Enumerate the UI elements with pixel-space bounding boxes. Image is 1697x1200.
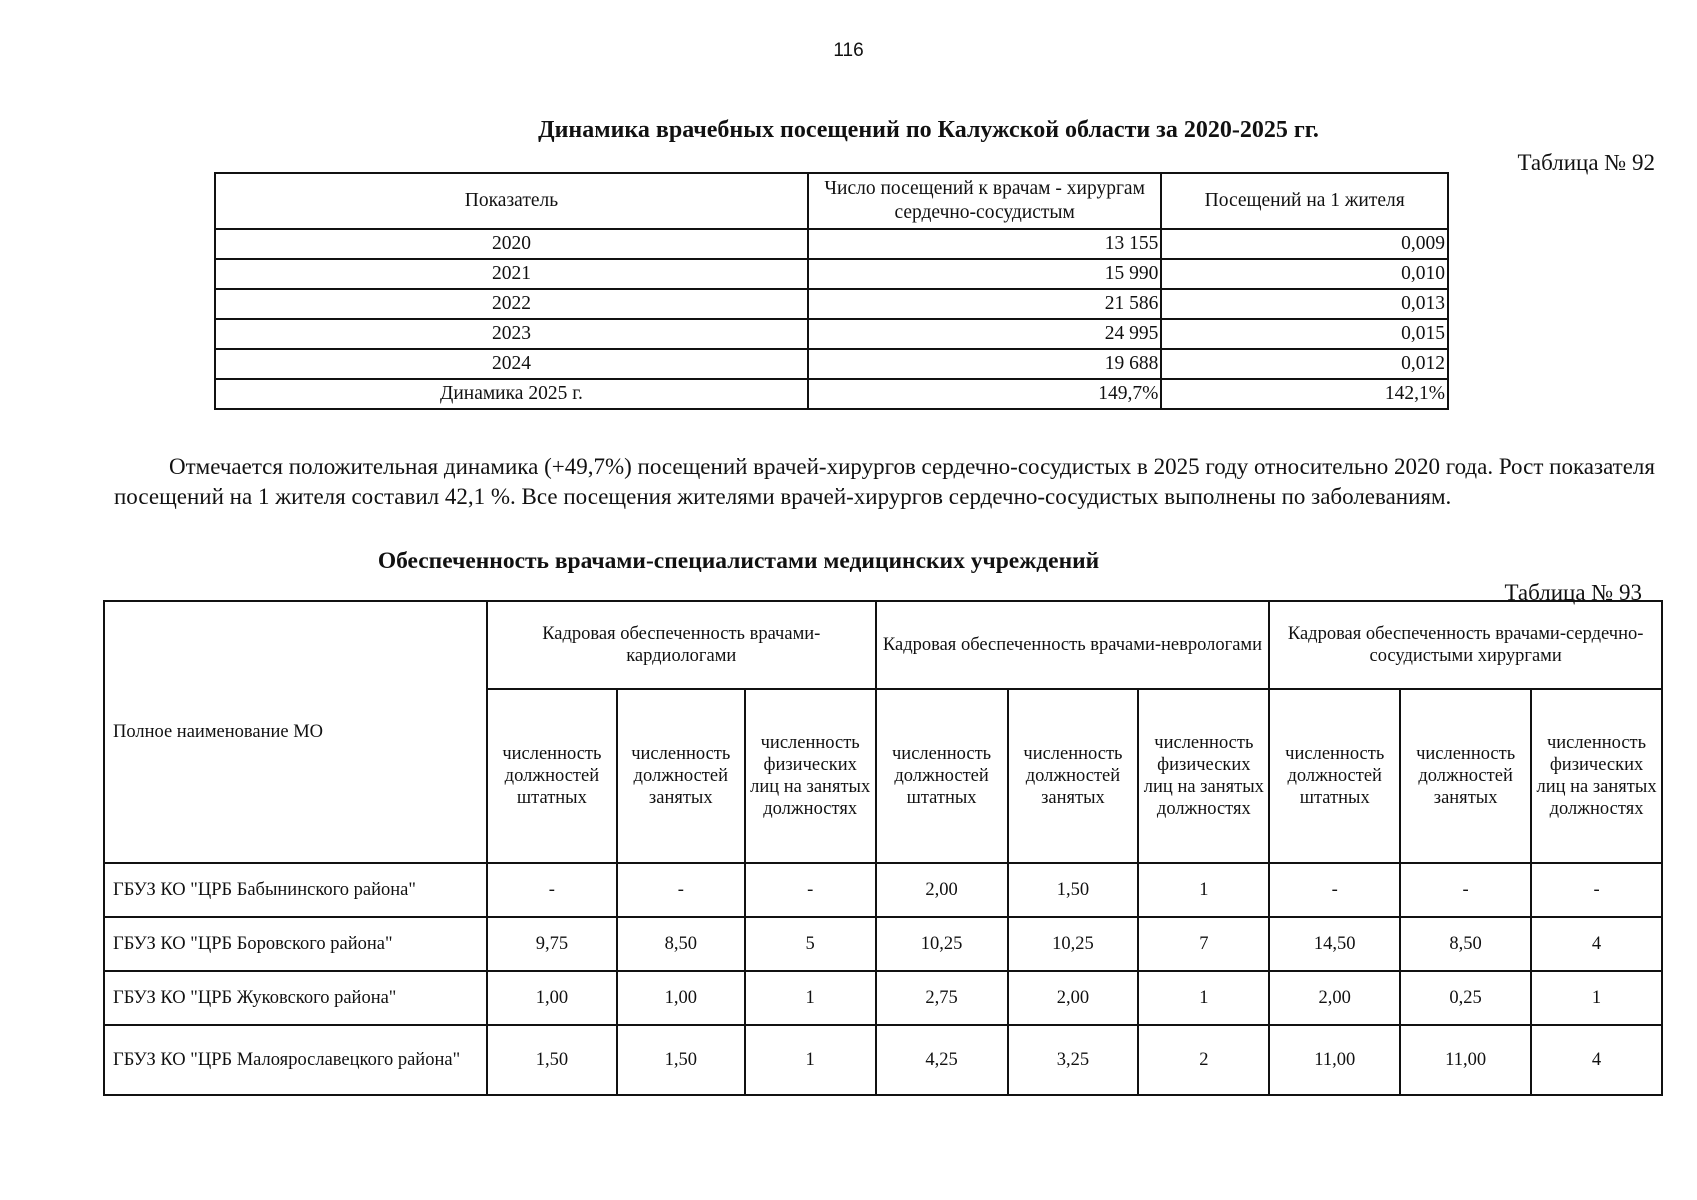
t93-cell: 9,75 xyxy=(487,917,617,971)
t93-cell: 2,00 xyxy=(1269,971,1400,1025)
t93-subheader: численность физических лиц на занятых должностях xyxy=(745,689,876,863)
t93-cell: - xyxy=(1531,863,1662,917)
t93-cell: 14,50 xyxy=(1269,917,1400,971)
t93-cell: 5 xyxy=(745,917,876,971)
t92-per-capita: 142,1% xyxy=(1161,379,1448,409)
t93-subheader: численность должностей занятых xyxy=(1400,689,1531,863)
t93-cell: 1 xyxy=(1138,971,1269,1025)
t93-subheader: численность должностей занятых xyxy=(1008,689,1139,863)
page-number: 116 xyxy=(833,40,864,61)
t93-subheader: численность физических лиц на занятых должностях xyxy=(1138,689,1269,863)
t93-cell: 1 xyxy=(745,1025,876,1095)
t93-cell: 4,25 xyxy=(876,1025,1008,1095)
table-row xyxy=(104,1025,1662,1095)
t93-cell: 1,00 xyxy=(487,971,617,1025)
t93-cell: 0,25 xyxy=(1400,971,1531,1025)
t93-cell: - xyxy=(745,863,876,917)
t92-indicator: Динамика 2025 г. xyxy=(215,379,808,409)
t93-cell: 1 xyxy=(1531,971,1662,1025)
t93-cell: - xyxy=(617,863,745,917)
t92-indicator: 2023 xyxy=(215,319,808,349)
t93-cell: 3,25 xyxy=(1008,1025,1139,1095)
t92-indicator: 2020 xyxy=(215,229,808,259)
t92-per-capita: 0,015 xyxy=(1161,319,1448,349)
t93-cell: 10,25 xyxy=(876,917,1008,971)
t93-group-vascular-surgeons: Кадровая обеспеченность врачами-сердечно-сосудистыми хирургами xyxy=(1269,601,1662,689)
t93-cell: 11,00 xyxy=(1269,1025,1400,1095)
t93-mo-name: ГБУЗ КО "ЦРБ Малоярославецкого района" xyxy=(104,1025,487,1095)
t92-indicator: 2022 xyxy=(215,289,808,319)
t92-visits: 24 995 xyxy=(808,319,1161,349)
t93-cell: 8,50 xyxy=(617,917,745,971)
t92-per-capita: 0,010 xyxy=(1161,259,1448,289)
t93-cell: 7 xyxy=(1138,917,1269,971)
t92-header-visits: Число посещений к врачам - хирургам сердечно-сосудистым xyxy=(808,173,1161,229)
table-row xyxy=(104,917,1662,971)
t93-cell: 2,00 xyxy=(876,863,1008,917)
table-93-title: Обеспеченность врачами-специалистами медицинских учреждений xyxy=(377,548,1100,574)
t92-visits: 15 990 xyxy=(808,259,1161,289)
t92-per-capita: 0,012 xyxy=(1161,349,1448,379)
table-row xyxy=(215,259,1448,289)
t93-header-mo: Полное наименование МО xyxy=(104,601,487,863)
t92-header-indicator: Показатель xyxy=(215,173,808,229)
t93-cell: 2,75 xyxy=(876,971,1008,1025)
table-92-label: Таблица № 92 xyxy=(1517,150,1655,175)
table-row xyxy=(215,289,1448,319)
t93-cell: 1,50 xyxy=(1008,863,1139,917)
t93-cell: 11,00 xyxy=(1400,1025,1531,1095)
table-row xyxy=(215,379,1448,409)
table-92 xyxy=(214,172,1449,410)
t93-mo-name: ГБУЗ КО "ЦРБ Жуковского района" xyxy=(104,971,487,1025)
t93-subheader: численность должностей занятых xyxy=(617,689,745,863)
table-row xyxy=(104,863,1662,917)
t93-cell: - xyxy=(1269,863,1400,917)
t93-cell: 1,00 xyxy=(617,971,745,1025)
table-row xyxy=(215,319,1448,349)
t92-per-capita: 0,009 xyxy=(1161,229,1448,259)
table-92-title: Динамика врачебных посещений по Калужской области за 2020-2025 гг. xyxy=(538,117,1319,143)
t93-cell: 4 xyxy=(1531,917,1662,971)
table-row xyxy=(215,229,1448,259)
t93-subheader: численность физических лиц на занятых должностях xyxy=(1531,689,1662,863)
t93-cell: 1,50 xyxy=(487,1025,617,1095)
table-row xyxy=(215,349,1448,379)
t93-group-neurologists: Кадровая обеспеченность врачами-неврологами xyxy=(876,601,1270,689)
t92-header-per-capita: Посещений на 1 жителя xyxy=(1161,173,1448,229)
table-row xyxy=(104,971,1662,1025)
t93-cell: 1,50 xyxy=(617,1025,745,1095)
t93-cell: - xyxy=(487,863,617,917)
t92-indicator: 2024 xyxy=(215,349,808,379)
t93-mo-name: ГБУЗ КО "ЦРБ Бабынинского района" xyxy=(104,863,487,917)
analysis-paragraph: Отмечается положительная динамика (+49,7%) посещений врачей-хирургов сердечно-сосудистых в 2025 году относительно 2020 года. Рост показателя посещений на 1 жителя составил 42,1 %. Все посещения жителями врачей-хирургов сердечно-сосудистых выполнены по заболеваниям. xyxy=(114,454,1655,509)
t92-visits: 19 688 xyxy=(808,349,1161,379)
t93-cell: 1 xyxy=(1138,863,1269,917)
t92-indicator: 2021 xyxy=(215,259,808,289)
t92-visits: 149,7% xyxy=(808,379,1161,409)
t92-per-capita: 0,013 xyxy=(1161,289,1448,319)
table-93-label: Таблица № 93 xyxy=(1504,580,1642,605)
t93-cell: 8,50 xyxy=(1400,917,1531,971)
t93-group-cardiologists: Кадровая обеспеченность врачами-кардиологами xyxy=(487,601,876,689)
t93-cell: 2 xyxy=(1138,1025,1269,1095)
table-93 xyxy=(103,600,1663,1096)
t92-visits: 13 155 xyxy=(808,229,1161,259)
t93-cell: 10,25 xyxy=(1008,917,1139,971)
t93-mo-name: ГБУЗ КО "ЦРБ Боровского района" xyxy=(104,917,487,971)
t93-cell: 4 xyxy=(1531,1025,1662,1095)
t93-subheader: численность должностей штатных xyxy=(1269,689,1400,863)
t93-subheader: численность должностей штатных xyxy=(487,689,617,863)
t93-subheader: численность должностей штатных xyxy=(876,689,1008,863)
t92-visits: 21 586 xyxy=(808,289,1161,319)
t93-cell: 2,00 xyxy=(1008,971,1139,1025)
t93-cell: 1 xyxy=(745,971,876,1025)
t93-cell: - xyxy=(1400,863,1531,917)
